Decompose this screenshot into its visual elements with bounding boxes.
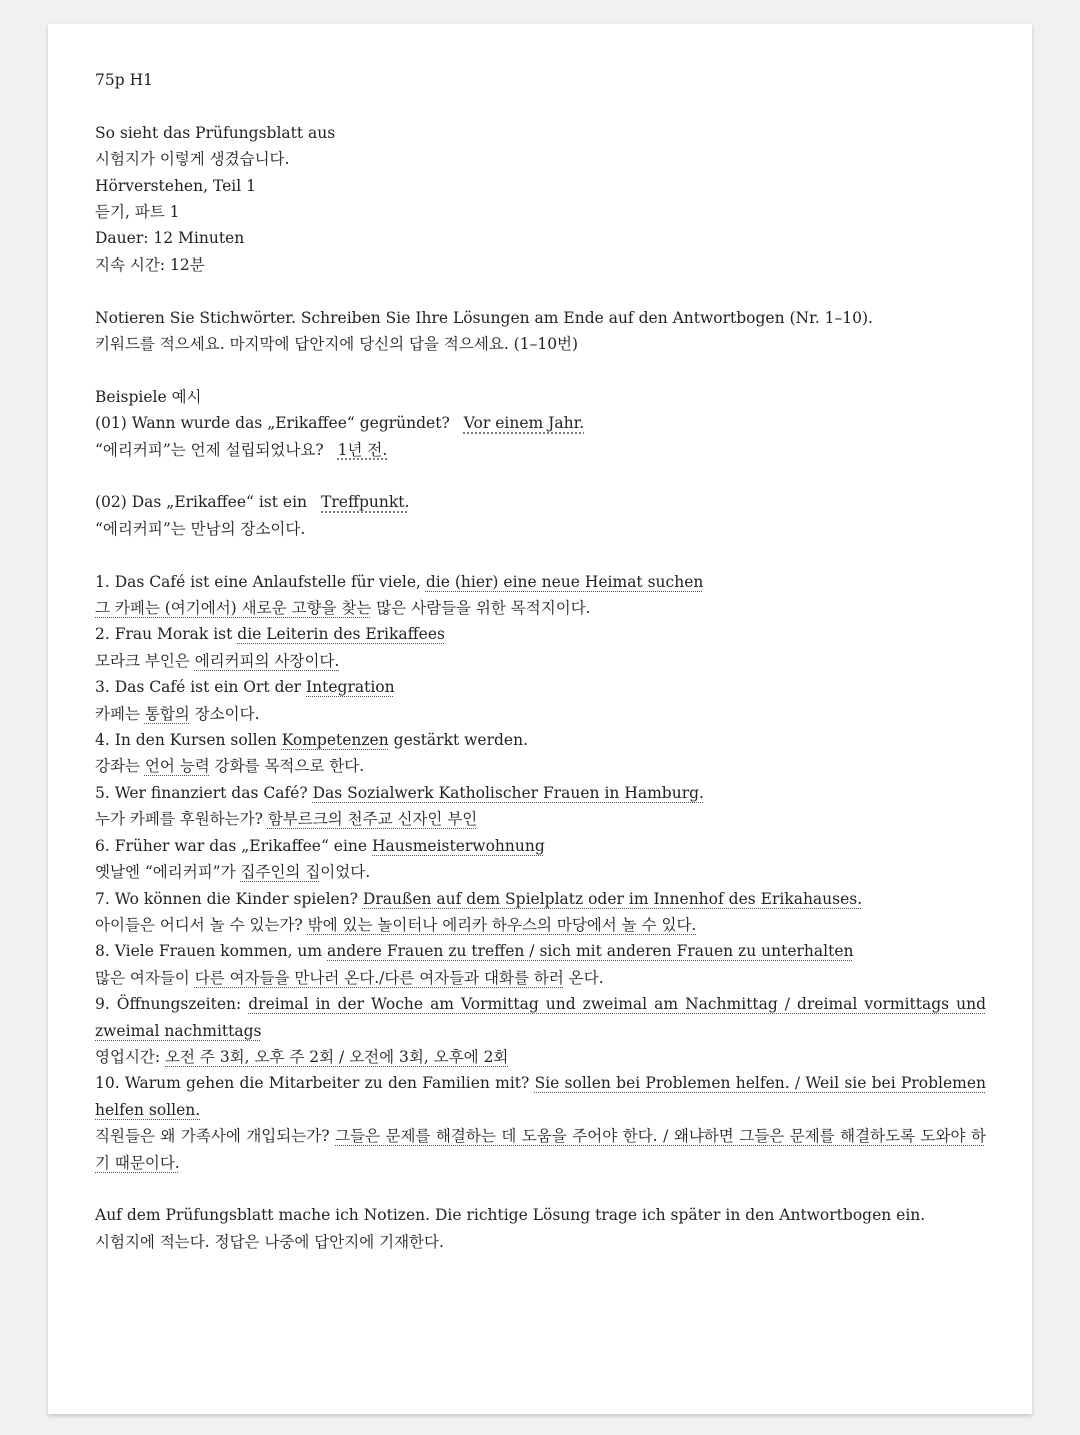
instruction-de: Notieren Sie Stichwörter. Schreiben Sie Ihre Lösungen am Ende auf den Antwortbogen (Nr. 1–10). — [95, 308, 873, 327]
item-2-answer-ko: 에리커피의 사장이다. — [194, 651, 340, 670]
item-6-answer: Hausmeisterwohnung — [372, 836, 545, 855]
item-4-ko — [95, 753, 986, 779]
item-10-question-ko: 직원들은 왜 가족사에 개입되는가? — [95, 1127, 336, 1146]
item-9-question: 9. Öffnungszeiten: — [95, 995, 249, 1014]
example-1-ko — [95, 437, 986, 463]
item-4-rest-ko: 강화를 목적으로 한다. — [209, 757, 365, 776]
item-7-question-ko: 아이들은 어디서 놀 수 있는가? — [95, 915, 308, 934]
item-3-answer: Integration — [306, 678, 395, 697]
item-8-de — [95, 938, 986, 964]
item-7-question: 7. Wo können die Kinder spielen? — [95, 889, 363, 908]
example-1-de — [95, 410, 986, 436]
item-1-answer-ko: 그 카페는 (여기에서) 새로운 고향을 찾는 — [95, 599, 372, 618]
item-3-de — [95, 674, 986, 700]
item-9-question-ko: 영업시간: — [95, 1047, 166, 1066]
item-5-question-ko: 누가 카페를 후원하는가? — [95, 810, 268, 829]
item-5-answer: Das Sozialwerk Katholischer Frauen in Hamburg. — [312, 783, 704, 802]
item-1-ko — [95, 595, 986, 621]
item-2-question: 2. Frau Morak ist — [95, 625, 238, 644]
item-4-answer-ko: 언어 능력 — [144, 757, 210, 776]
example-1-question: (01) Wann wurde das „Erikaffee“ gegründet? — [95, 414, 450, 433]
item-1-question: 1. Das Café ist eine Anlaufstelle für viele, — [95, 572, 426, 591]
document-content — [95, 67, 986, 1255]
document-page — [48, 24, 1032, 1414]
item-6-question: 6. Früher war das „Erikaffee“ eine — [95, 836, 373, 855]
item-2-answer: die Leiterin des Erikaffees — [237, 625, 445, 644]
item-6-ko — [95, 859, 986, 885]
page-header: 75p H1 — [95, 71, 153, 89]
item-8-question-ko: 많은 여자들이 — [95, 968, 195, 987]
example-1-answer: Vor einem Jahr. — [463, 414, 585, 433]
item-2-de — [95, 621, 986, 647]
intro-line-1: So sieht das Prüfungsblatt aus — [95, 123, 336, 142]
intro-line-3: Hörverstehen, Teil 1 — [95, 176, 256, 195]
item-7-ko — [95, 912, 986, 938]
example-1-answer-ko: 1년 전. — [337, 440, 388, 459]
item-3-rest-ko: 장소이다. — [189, 704, 260, 723]
item-2-ko — [95, 648, 986, 674]
item-9-answer: dreimal in der Woche am Vormittag und zweimal am Nachmittag / dreimal vormittags und zweimal nachmittags — [95, 995, 986, 1040]
closing-de: Auf dem Prüfungsblatt mache ich Notizen. Die richtige Lösung trage ich später in den Antwortbogen ein. — [95, 1206, 926, 1225]
item-10-question: 10. Warum gehen die Mitarbeiter zu den Familien mit? — [95, 1074, 535, 1093]
item-4-de — [95, 727, 986, 753]
item-3-answer-ko: 통합의 — [144, 704, 190, 723]
item-7-de — [95, 886, 986, 912]
item-5-de — [95, 780, 986, 806]
examples-title: Beispiele 예시 — [95, 387, 202, 406]
example-2-ko: “에리커피”는 만남의 장소이다. — [95, 519, 306, 538]
item-8-question: 8. Viele Frauen kommen, um — [95, 942, 328, 961]
item-4-answer: Kompetenzen — [281, 731, 389, 750]
example-2-question: (02) Das „Erikaffee“ ist ein — [95, 493, 308, 512]
intro-line-5: Dauer: 12 Minuten — [95, 229, 245, 248]
intro-line-2: 시험지가 이렇게 생겼습니다. — [95, 150, 290, 169]
item-1-answer: die (hier) eine neue Heimat suchen — [425, 572, 704, 591]
item-7-answer: Draußen auf dem Spielplatz oder im Innenhof des Erikahauses. — [362, 889, 863, 908]
intro-line-4: 듣기, 파트 1 — [95, 203, 180, 222]
item-9-ko — [95, 1044, 986, 1070]
item-3-question: 3. Das Café ist ein Ort der — [95, 678, 307, 697]
item-3-question-ko: 카페는 — [95, 704, 145, 723]
item-8-answer: andere Frauen zu treffen / sich mit anderen Frauen zu unterhalten — [327, 942, 854, 961]
item-6-de — [95, 833, 986, 859]
instruction-ko: 키워드를 적으세요. 마지막에 답안지에 당신의 답을 적으세요. (1–10번) — [95, 335, 579, 354]
example-2-de — [95, 489, 986, 515]
item-6-question-ko: 옛날엔 “에리커피”가 — [95, 863, 241, 882]
item-10-answer: Sie sollen bei Problemen helfen. / Weil sie bei Problemen helfen sollen. — [95, 1074, 986, 1119]
item-4-rest: gestärkt werden. — [388, 731, 528, 750]
closing-ko: 시험지에 적는다. 정답은 나중에 답안지에 기재한다. — [95, 1232, 444, 1251]
item-10-ko — [95, 1123, 986, 1176]
item-10-answer-ko: 그들은 문제를 해결하는 데 도움을 주어야 한다. / 왜냐하면 그들은 문제를 해결하도록 도와야 하기 때문이다. — [95, 1127, 986, 1172]
item-5-ko — [95, 806, 986, 832]
item-4-question: 4. In den Kursen sollen — [95, 731, 282, 750]
item-8-rest-ko: 온다. — [563, 968, 604, 987]
item-5-answer-ko: 함부르크의 천주교 신자인 부인 — [267, 810, 478, 829]
item-1-de — [95, 569, 986, 595]
example-1-question-ko: “에리커피”는 언제 설립되었나요? — [95, 440, 324, 459]
item-10-de — [95, 1070, 986, 1123]
item-6-rest-ko: 이었다. — [320, 863, 371, 882]
item-1-question-ko: 많은 사람들을 위한 목적지이다. — [371, 599, 591, 618]
intro-line-6: 지속 시간: 12분 — [95, 255, 205, 274]
example-2-answer: Treffpunkt. — [321, 493, 410, 512]
item-6-answer-ko: 집주인의 집 — [240, 863, 321, 882]
item-7-answer-ko: 밖에 있는 놀이터나 에리카 하우스의 마당에서 놀 수 있다. — [307, 915, 697, 934]
item-9-de — [95, 991, 986, 1044]
item-5-question: 5. Wer finanziert das Café? — [95, 783, 313, 802]
item-2-question-ko: 모라크 부인은 — [95, 651, 195, 670]
item-8-ko — [95, 965, 986, 991]
item-4-question-ko: 강좌는 — [95, 757, 145, 776]
item-9-answer-ko: 오전 주 3회, 오후 주 2회 / 오전에 3회, 오후에 2회 — [165, 1047, 509, 1066]
item-3-ko — [95, 701, 986, 727]
item-8-answer-ko: 다른 여자들을 만나러 온다./다른 여자들과 대화를 하러 — [194, 968, 564, 987]
